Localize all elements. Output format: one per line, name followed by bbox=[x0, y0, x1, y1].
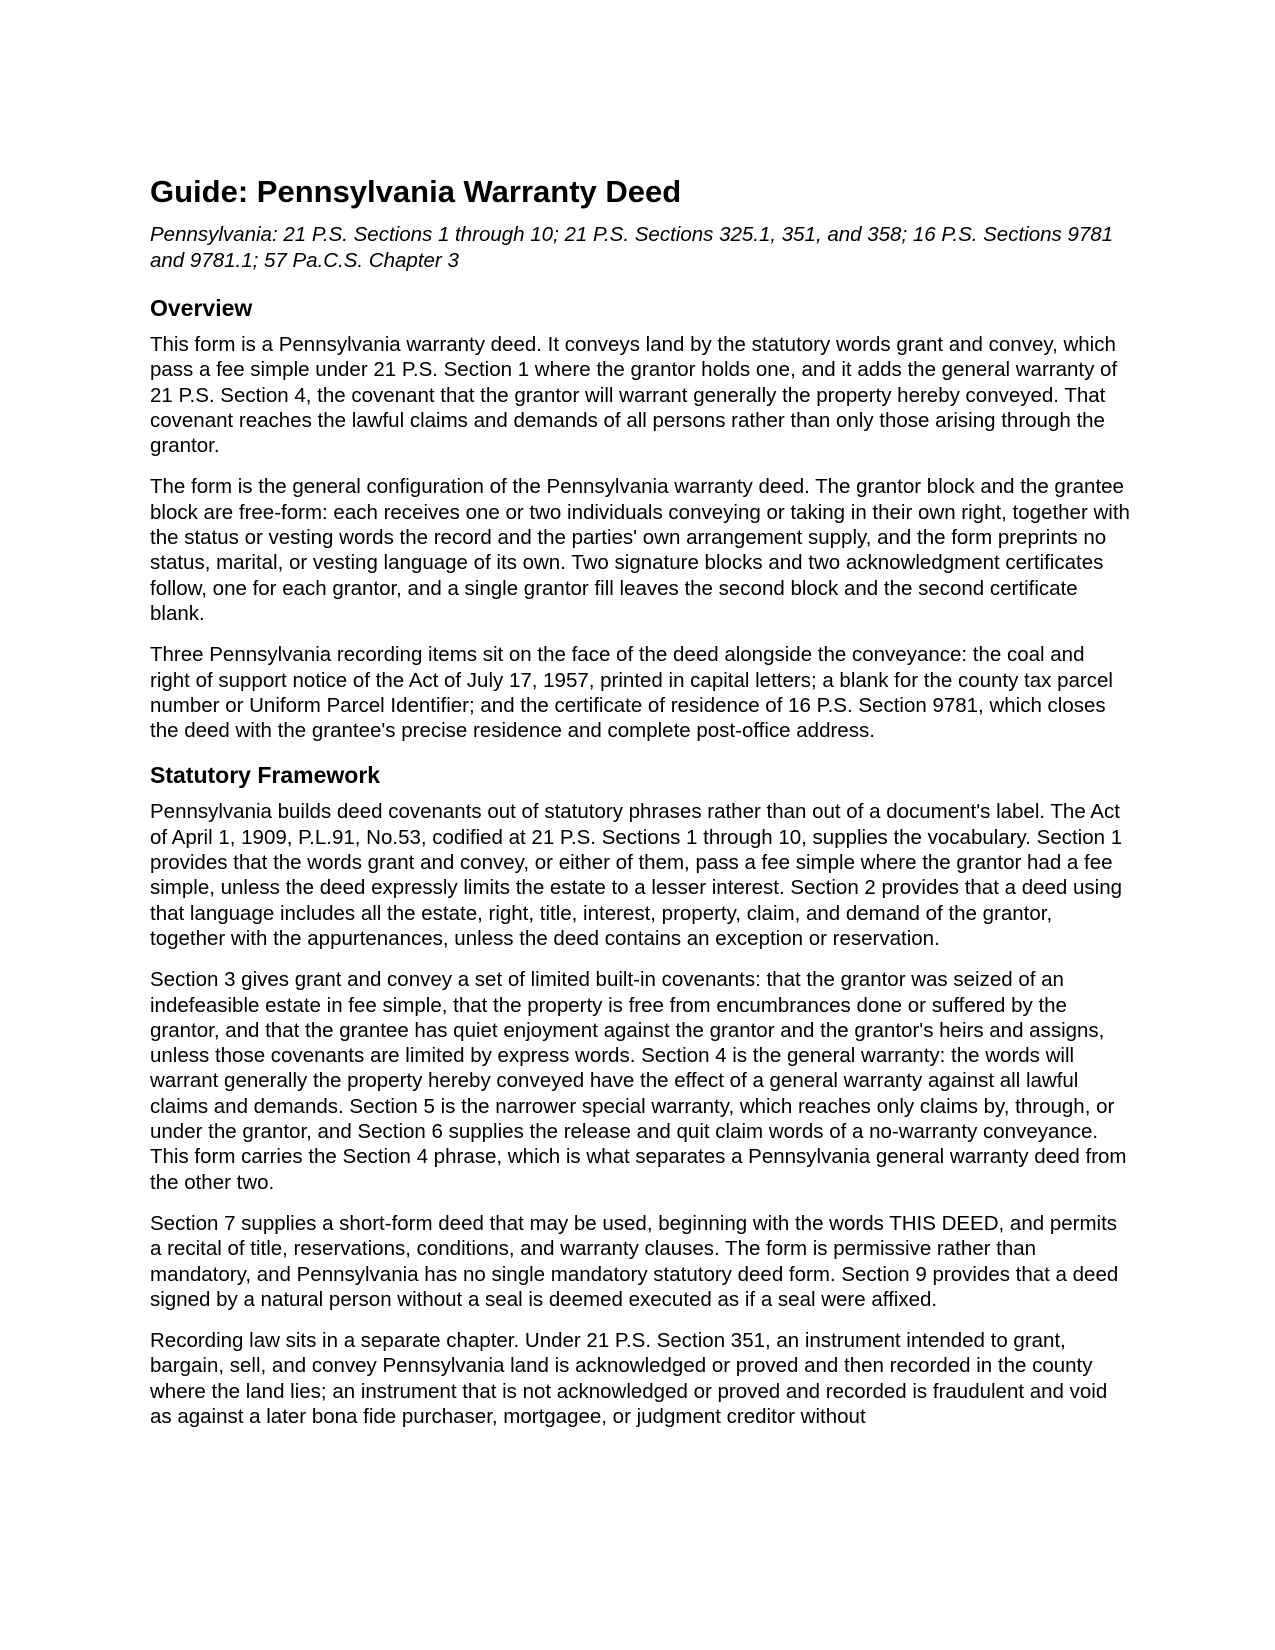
statutory-framework-section bbox=[150, 759, 1130, 1429]
document-page bbox=[150, 172, 1130, 1445]
paragraph: Three Pennsylvania recording items sit on the face of the deed alongside the conveyance: the coal and right of support notice of the Act of July 17, 1957, printed in capital letters; a blank for the county tax parcel number or Uniform Parcel Identifier; and the certificate of residence of 16 P.S. Section 9781, which closes the deed with the grantee's precise residence and complete post-office address. bbox=[150, 643, 1113, 743]
paragraph: This form is a Pennsylvania warranty deed. It conveys land by the statutory words grant and convey, which pass a fee simple under 21 P.S. Section 1 where the grantor holds one, and it adds the general warranty of 21 P.S. Section 4, the covenant that the grantor will warrant generally the property hereby conveyed. That covenant reaches the lawful claims and demands of all persons rather than only those arising through the grantor. bbox=[150, 333, 1118, 458]
paragraph: Section 7 supplies a short-form deed that may be used, beginning with the words THIS DEED, and permits a recital of title, reservations, conditions, and warranty clauses. The form is permissive rather than mandatory, and Pennsylvania has no single mandatory statutory deed form. Section 9 provides that a deed signed by a natural person without a seal is deemed executed as if a seal were affixed. bbox=[150, 1211, 1119, 1311]
section-heading-overview: Overview bbox=[150, 295, 253, 321]
paragraph: Recording law sits in a separate chapter. Under 21 P.S. Section 351, an instrument intended to grant, bargain, sell, and convey Pennsylvania land is acknowledged or proved and then recorded in the county where the land lies; an instrument that is not acknowledged or proved and recorded is fraudulent and void as against a later bona fide purchaser, mortgagee, or judgment creditor without bbox=[150, 1329, 1108, 1428]
paragraph: The form is the general configuration of the Pennsylvania warranty deed. The grantor block and the grantee block are free-form: each receives one or two individuals conveying or taking in their own right, together with the status or vesting words the record and the parties' own arrangement supply, and the form preprints no status, marital, or vesting language of its own. Two signature blocks and two acknowledgment certificates follow, one for each grantor, and a single grantor fill leaves the second block and the second certificate blank. bbox=[150, 475, 1130, 625]
paragraph: Section 3 gives grant and convey a set of limited built-in covenants: that the grantor was seized of an indefeasible estate in fee simple, that the property is free from encumbrances done or suffered by the grantor, and that the grantee has quiet enjoyment against the grantor and the grantor's heirs and assigns, unless those covenants are limited by express words. Section 4 is the general warranty: the words will warrant generally the property hereby conveyed have the effect of a general warranty against all lawful claims and demands. Section 5 is the narrower special warranty, which reaches only claims by, through, or under the grantor, and Section 6 supplies the release and quit claim words of a no-warranty conveyance. This form carries the Section 4 phrase, which is what separates a Pennsylvania general warranty deed from the other two. bbox=[150, 968, 1127, 1194]
overview-section bbox=[150, 292, 1130, 743]
section-heading-statutory-framework: Statutory Framework bbox=[150, 762, 381, 789]
document-title: Guide: Pennsylvania Warranty Deed bbox=[150, 174, 682, 209]
paragraph: Pennsylvania builds deed covenants out of statutory phrases rather than out of a document's label. The Act of April 1, 1909, P.L.91, No.53, codified at 21 P.S. Sections 1 through 10, supplies the vocabulary. Section 1 provides that the words grant and convey, or either of them, pass a fee simple where the grantor had a fee simple, unless the deed expressly limits the estate to a lesser interest. Section 2 provides that a deed using that language includes all the estate, right, title, interest, property, claim, and demand of the grantor, together with the appurtenances, unless the deed contains an exception or reservation. bbox=[150, 800, 1123, 950]
statutory-citation: Pennsylvania: 21 P.S. Sections 1 through 10; 21 P.S. Sections 325.1, 351, and 358; 16 P.S. Sections 9781 and 9781.1; 57 Pa.C.S. Chapter 3 bbox=[150, 223, 1114, 272]
